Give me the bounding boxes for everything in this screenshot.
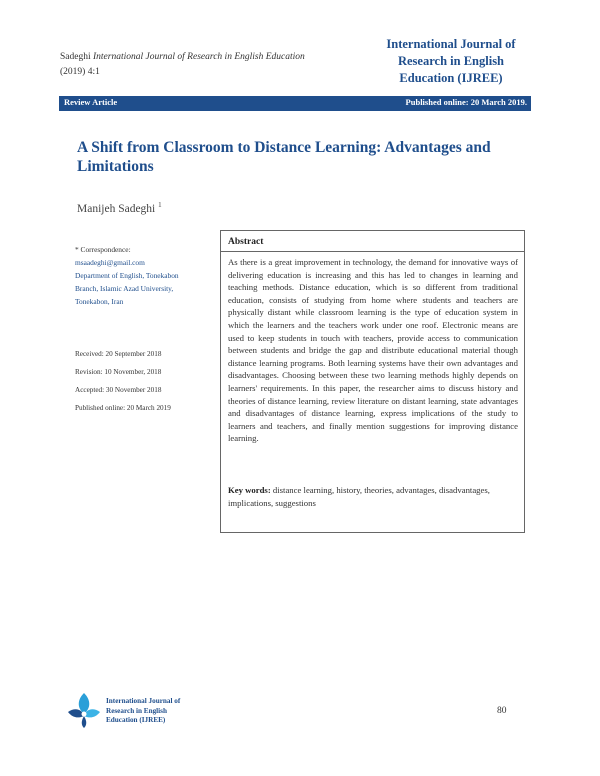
accepted-date: Accepted: 30 November 2018 [75, 386, 162, 394]
citation-journal: International Journal of Research in English Education [92, 52, 305, 62]
revision-date: Revision: 10 November, 2018 [75, 368, 162, 376]
footer-journal-line: Education (IJREE) [106, 716, 166, 724]
page-number: 80 [497, 706, 507, 716]
published-date-banner: Published online: 20 March 2019. [405, 97, 527, 107]
received-date: Received: 20 September 2018 [75, 350, 162, 358]
header-citation [60, 50, 360, 80]
journal-logo-icon [64, 690, 104, 730]
journal-title-line: Research in English [397, 54, 505, 68]
abstract-heading: Abstract [228, 237, 264, 247]
journal-title [356, 36, 546, 87]
keywords-label: Key words: [228, 485, 271, 495]
footer-journal-logo [62, 688, 202, 734]
citation-author: Sadeghi [60, 52, 93, 62]
correspondence-label: * Correspondence: [75, 245, 131, 254]
header-bar [59, 96, 531, 111]
author-name: Manijeh Sadeghi [77, 202, 159, 215]
paper-title-line: Limitations [77, 158, 154, 175]
footer-journal-line: Research in English [106, 706, 167, 715]
journal-title-line: International Journal of [386, 37, 516, 51]
paper-title-line: A Shift from Classroom to Distance Learning: Advantages and [77, 139, 491, 156]
author-affiliation-mark: 1 [158, 201, 162, 209]
published-date: Published online: 20 March 2019 [75, 404, 171, 412]
footer-journal-line: International Journal of [106, 697, 181, 705]
article-dates [75, 348, 225, 415]
paper-title [77, 138, 527, 176]
keywords [228, 484, 518, 509]
affiliation-line: Branch, Islamic Azad University, [75, 284, 174, 293]
citation-volume: (2019) 4:1 [60, 67, 100, 77]
keywords-list: distance learning, history, theories, advantages, disadvantages, implications, suggestions [228, 485, 490, 508]
article-info-sidebar [75, 243, 225, 420]
affiliation-line: Tonekabon, Iran [75, 297, 124, 306]
footer-journal-name [106, 697, 180, 726]
article-type: Review Article [64, 97, 118, 107]
correspondence-email[interactable]: msaadeghi@gmail.com [75, 258, 145, 267]
author [77, 201, 162, 215]
abstract-text: As there is a great improvement in technology, the demand for innovative ways of delivering education is increasing and this has led to changes in learning and teaching methods. Distance education, which is so different from traditional education, consists of studying from home where students and teachers are physically distant while classroom learning is the type of education system in which the learners and the teachers work under one roof. Electronic means are used to keep students in touch with teachers, provide access to communication between students and bridge the gap and distribute educational material though distance learning programs. Both learning systems have their own advantages and disadvantages. Choosing between these two learning methods highly depends on learners' requirements. In this paper, the researcher aims to discuss history and theories of distance learning, review literature on distant learning, state advantages and disadvantages of distance learning, express implications of the study to learners and teachers, and finally mention suggestions for improving distance learning. [228, 257, 518, 444]
abstract-divider [221, 251, 524, 252]
journal-title-line: Education (IJREE) [399, 71, 503, 85]
abstract-box [220, 230, 525, 533]
affiliation-line: Department of English, Tonekabon [75, 271, 179, 280]
